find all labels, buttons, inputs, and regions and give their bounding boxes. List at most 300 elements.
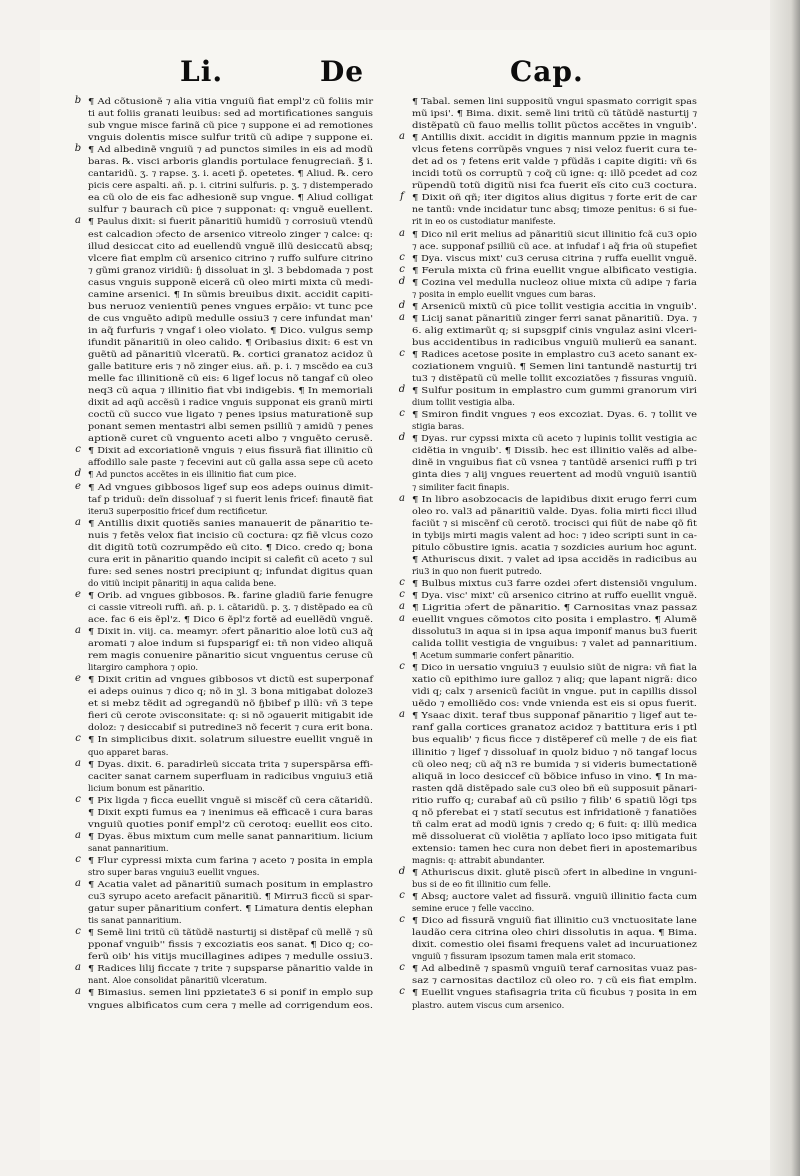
text-line: [75, 962, 378, 974]
text-line: [412, 517, 702, 529]
line-text: ¶ Semẽ lini tritũ cũ tãtũdẽ nasturtij si distẽpaf cũ mellẽ ⁊ sũ: [88, 927, 374, 938]
text-line: [412, 420, 702, 432]
text-line: [88, 842, 378, 854]
text-line: [412, 396, 702, 408]
line-text: ¶ Dixit critin ad vngues gibbosos vt dictũ est superponaf: [88, 674, 374, 685]
line-text: aliquã in loco desiccef cũ bõbice infuso in vino. ¶ In ma-: [412, 770, 698, 781]
text-line: [88, 697, 378, 709]
line-text: ¶ Ad vngues gibbosos ligef sup eos adeps ouinus dimit-: [88, 481, 374, 492]
margin-letter: c: [399, 408, 405, 420]
text-line: [412, 288, 702, 300]
text-line: [88, 577, 378, 589]
text-line: [412, 360, 702, 372]
text-line: [399, 890, 702, 902]
line-text: ¶ Flur cypressi mixta cum farina ⁊ aceto ⁊ posita in empla: [88, 854, 374, 865]
line-text: taf p triduũ: deĩn dissoluaf ⁊ si fuerit lenis fricef: finautẽ fiat: [88, 493, 374, 504]
text-line: [398, 299, 702, 312]
margin-letter: c: [75, 733, 81, 745]
text-line: [88, 191, 378, 203]
text-line: [412, 481, 702, 493]
running-head-left: Li.: [180, 55, 224, 88]
margin-letter: c: [399, 962, 405, 974]
line-text: ¶ Athuriscus dixit. ⁊ valet ad ipsa accidẽs in radicibus au: [412, 553, 698, 564]
text-line: [88, 384, 378, 396]
line-text: dixit ad aqũ accẽsũ i radice vnguis supponat eis granũ mirti: [88, 397, 374, 408]
text-line: [75, 215, 378, 227]
line-text: ⁊ posita in emplo euellit vngues cum baras.: [412, 288, 596, 299]
running-head-right: Cap.: [510, 55, 584, 88]
line-text: ginta dies ⁊ alij vngues reuertent ad modũ vnguiũ isantiũ: [412, 469, 697, 480]
text-line: [398, 866, 702, 878]
line-text: cũ oleo neq; cũ aq̃ n3 re bumida ⁊ si videris bumectationẽ: [412, 758, 697, 769]
line-text: ¶ Orib. ad vngues gibbosos. ℞. farine gladiũ farie fenugre: [88, 589, 374, 600]
line-text: ¶ Bulbus mixtus cu3 farre ozdei ɔfert distensiõi vngulum.: [412, 577, 698, 588]
line-text: oleo ro. val3 ad pãnaritiũ valde. Dyas. folia mirti ficci illud: [412, 505, 698, 516]
text-line: [75, 986, 378, 998]
text-line: [412, 878, 702, 890]
text-line: [412, 240, 702, 252]
line-text: dium tollit vestigia alba.: [412, 397, 515, 408]
text-line: [399, 914, 702, 926]
line-text: sanat pannaritium.: [88, 842, 169, 853]
text-line: [412, 685, 702, 697]
margin-letter: a: [75, 215, 81, 227]
text-line: [412, 782, 702, 794]
text-line: [88, 721, 378, 733]
text-line: [88, 565, 378, 577]
text-line: [412, 649, 702, 661]
line-text: ¶ Pix ligda ⁊ ficca euellit vnguẽ si miscẽf cũ cera cãtaridũ.: [88, 794, 373, 805]
line-text: riu3 in quo non fuerit putredo.: [412, 565, 542, 576]
line-text: ¶ Dya. viscus mixt' cu3 cerusa citrina ⁊ ruffa euellit vnguẽ.: [412, 252, 698, 263]
line-text: xatio cũ epithimo iure galloz ⁊ aliq; que lapant nigrã: dico: [412, 674, 698, 685]
line-text: ¶ Cozina vel medulla nucleoz oliue mixta cũ adipe ⁊ faria: [412, 276, 697, 287]
line-text: aptionẽ curet cũ vnguento aceti albo ⁊ vnguẽto cerusẽ.: [88, 433, 373, 444]
line-text: 6. alig extimarũt q; si supsgpif cinis vngulaz asini vlceri-: [412, 324, 697, 335]
text-line: [412, 806, 702, 818]
margin-letter: c: [75, 853, 81, 865]
line-text: vnguiũ quoties ponif empl'z cũ cerotoq: euellit eos cito.: [88, 818, 373, 829]
text-line: [74, 95, 378, 107]
margin-letter: c: [399, 914, 405, 926]
line-text: coctũ cũ succo vue ligato ⁊ penes ipsius maturationẽ sup: [88, 409, 374, 420]
text-line: [412, 372, 702, 384]
line-text: faciũt ⁊ si miscẽnf cũ cerotõ. trocisci qui fiũt de nabe qõ fit: [412, 517, 697, 528]
text-line: [412, 565, 702, 577]
line-text: casus vnguis supponẽ eicerã cũ oleo mirti mixta cũ medi-: [88, 276, 374, 287]
text-line: [398, 275, 702, 288]
margin-letter: a: [75, 625, 81, 637]
line-text: dissolutu3 in aqua si in ipsa aqua imponif manus bu3 fuerit: [412, 626, 697, 637]
line-text: pitulo cõbustire ignis. acatia ⁊ sozdicies aurium hoc agunt.: [412, 541, 697, 552]
margin-letter: e: [75, 588, 81, 600]
text-line: [88, 228, 378, 240]
text-line: [88, 372, 378, 384]
margin-letter: b: [74, 95, 82, 106]
line-text: ferũ oib' his vitijs mucillagines adipes ⁊ medulle ossiu3.: [88, 951, 373, 962]
line-text: ¶ Dyas. rur cypssi mixta cũ aceto ⁊ lupinis tollit vestigia ac: [412, 433, 697, 444]
line-text: distẽpatũ cũ fauo mellis tollit pũctos accẽtes in vnguib'.: [412, 120, 698, 131]
text-line: [75, 625, 378, 637]
text-line: [88, 300, 378, 312]
line-text: ¶ Dico nil erit melius ad pãnaritiũ sicut illinitio fcã cu3 opio: [412, 228, 697, 239]
line-text: ¶ In simplicibus dixit. solatrum siluestre euellit vnguẽ in: [88, 734, 373, 745]
margin-letter: a: [75, 986, 81, 998]
line-text: litargiro camphora ⁊ opio.: [88, 662, 199, 673]
text-line: [412, 468, 702, 480]
text-line: [412, 541, 702, 553]
text-line: [75, 878, 378, 890]
margin-letter: b: [74, 143, 82, 155]
line-text: cura erit in pãnaritio quando incipit si calefit cũ aceto ⁊ sul: [88, 553, 373, 564]
text-line: [88, 974, 378, 986]
text-line: [399, 347, 702, 360]
line-text: ¶ In libro asobzocacis de lapidibus dixit erugo ferri cum: [412, 493, 698, 504]
text-line: [412, 974, 702, 986]
text-line: [88, 770, 378, 782]
line-text: rem magis conuenire pãnaritio sicut vnguentus ceruse cũ: [88, 650, 374, 661]
line-text: ¶ Dixit expti fumus ea ⁊ inenimus eã efficacẽ i cura baras: [88, 806, 373, 817]
line-text: ¶ Acetum summarie confert pãnaritio.: [412, 650, 575, 661]
line-text: ¶ Dixit in. viij. ca. meamyr. ɔfert pãnaritio aloe lotũ cu3 aq̃: [88, 626, 374, 637]
line-text: camine arsenici. ¶ In sũmis breuibus dixit. accidit capiti-: [88, 288, 374, 299]
line-text: ¶ Dixit ad excoriationẽ vnguis ⁊ eius fissurã fiat illinitio cũ: [88, 445, 374, 456]
line-text: mũ ipsi'. ¶ Bima. dixit. semẽ lini tritũ cũ tãtũdẽ nasturtij ⁊: [412, 108, 698, 119]
line-text: fieri cũ cerote ɔvisconsitate: q: si nõ ɔgauerit mitigabit ide: [88, 710, 374, 721]
line-text: ¶ Bimasius. semen lini ppzietate3 6 si ponif in emplo sup: [88, 987, 374, 998]
text-line: [88, 107, 378, 119]
line-text: ritio ruffo q; curabaf aũ cũ psilio ⁊ filib' 6 spatiũ lõgi tps: [412, 794, 697, 805]
text-line: [88, 806, 378, 818]
line-text: bus equalib' ⁊ ficus ficce ⁊ distẽperef cũ melle ⁊ de eis fiat: [412, 734, 697, 745]
line-text: cidẽtia in vnguib'. ¶ Dissib. hec est illinitio valẽs ad albe-: [412, 445, 697, 456]
running-head: [0, 55, 800, 95]
margin-letter: c: [399, 890, 405, 902]
line-text: stigia baras.: [412, 421, 465, 432]
margin-letter: c: [399, 986, 405, 998]
line-text: nant. Aloe consolidat pãnaritiũ vlceratum.: [88, 975, 268, 986]
text-line: [412, 143, 702, 155]
margin-letter: c: [75, 444, 81, 456]
line-text: tis sanat pannaritium.: [88, 915, 182, 926]
text-line: [88, 601, 378, 613]
text-line: [399, 311, 702, 324]
line-text: ¶ Ysaac dixit. teraf tbus supponaf pãnaritio ⁊ ligef aut te-: [412, 710, 697, 721]
text-line: [88, 902, 378, 914]
text-line: [412, 324, 702, 336]
margin-letter: a: [75, 962, 81, 974]
text-line: [398, 384, 702, 396]
line-text: cu3 syrupo aceto arefacit pãnaritiũ. ¶ Mirru3 ficcũ si spar-: [88, 891, 373, 902]
text-line: [88, 685, 378, 697]
margin-letter: a: [399, 492, 405, 504]
margin-letter: a: [399, 709, 405, 721]
text-line: [399, 227, 702, 240]
line-text: gatur super pãnaritium confert. ¶ Limatura dentis elephan: [88, 903, 374, 914]
line-text: saz ⁊ carnositas dactiloz cũ oleo ro. ⁊ cũ eis fiat emplm.: [412, 975, 698, 986]
text-line: [399, 600, 702, 613]
text-line: [412, 854, 702, 866]
line-text: illinitio ⁊ ligef ⁊ dissoluaf in quolz biduo ⁊ nõ tangaf locus: [412, 746, 698, 757]
text-line: [88, 890, 378, 902]
text-line: [412, 746, 702, 758]
line-text: nuis ⁊ fetẽs velox fiat incisio cũ coctura: qz fiẽ vlcus cozo: [88, 529, 374, 540]
margin-letter: e: [75, 673, 81, 685]
text-line: [88, 119, 378, 131]
text-line: [74, 143, 378, 155]
text-line: [75, 926, 378, 938]
line-text: ¶ Dixit oñ qñ; iter digitos alius digitus ⁊ forte erit de car: [412, 192, 697, 203]
line-text: ¶ Sulfur positum in emplastro cum gummi granorum viri: [412, 385, 697, 396]
text-line: [88, 637, 378, 649]
line-text: ¶ Ad cõtusionẽ ⁊ alia vitia vnguiũ fiat empl'z cũ foliis mir: [88, 96, 374, 106]
line-text: ¶ Antillis dixit. accidit in digitis mannum ppzie in magnis: [412, 132, 697, 143]
line-text: magnis: q: attrabit abundanter.: [412, 854, 545, 865]
text-line: [399, 576, 702, 589]
line-text: ne tantũ: vnde incidatur tunc absq; timoze penitus: 6 si fue-: [412, 204, 698, 215]
line-text: pponaf vnguib'' fissis ⁊ excoziatis eos sanat. ¶ Dico q; co-: [88, 939, 374, 950]
text-line: [88, 950, 378, 962]
line-text: vngues albificatos cum cera ⁊ melle ad corrigendum eos.: [88, 999, 373, 1010]
line-text: de cus vnguẽto adipũ medulle ossiu3 ⁊ cere infundat man': [88, 312, 374, 323]
line-text: tñ calm erat ad modũ ignis ⁊ credo q; 6 fuit: q: illũ medica: [412, 818, 698, 829]
text-line: [88, 348, 378, 360]
line-text: affodillo sale paste ⁊ fecevini aut cũ galla assa sepe cũ aceto: [88, 457, 374, 468]
text-line: [412, 95, 702, 107]
text-line: [88, 155, 378, 167]
text-line: [88, 179, 378, 191]
text-line: [88, 396, 378, 408]
text-line: [412, 721, 702, 733]
text-line: [412, 215, 702, 227]
margin-letter: c: [75, 793, 81, 805]
line-text: in tybijs mirti magis valent ad hoc: ⁊ ideo scripti sunt in ca-: [412, 529, 697, 540]
margin-letter: a: [399, 227, 405, 239]
line-text: sub vngue misce farinã cũ pice ⁊ suppone ei ad remotiones: [88, 120, 373, 131]
text-line: [88, 408, 378, 420]
line-text: ¶ Euellit vngues stafisagria trita cũ ficubus ⁊ posita in em: [412, 987, 697, 998]
line-text: picis cere aspalti. añ. p. i. citrini sulfuris. p. ʒ. ⁊ distemperado: [88, 180, 374, 191]
text-line: [88, 360, 378, 372]
line-text: bus neruoz venientiũ penes vngues erpãio: vt tunc pce: [88, 300, 373, 311]
line-text: vlcus fetens corrũpẽs vngues ⁊ nisi veloz fuerit cura te-: [412, 144, 698, 155]
text-line: [412, 336, 702, 348]
text-line: [88, 252, 378, 264]
page-edge: [770, 0, 800, 1176]
margin-letter: d: [398, 275, 406, 287]
text-line: [412, 529, 702, 541]
line-text: laudão cera citrina oleo chiri dissolutis in aqua. ¶ Bima.: [412, 927, 698, 938]
text-line: [88, 553, 378, 565]
text-line: [88, 167, 378, 179]
margin-letter: a: [75, 516, 81, 528]
text-line: [88, 999, 378, 1011]
line-text: stro super baras vnguiu3 euellit vngues.: [88, 867, 260, 877]
text-line: [412, 673, 702, 685]
text-line: [412, 830, 702, 842]
text-line: [412, 155, 702, 167]
text-line: [75, 516, 378, 529]
line-text: ¶ Ligritia ɔfert de pãnaritio. ¶ Carnositas vnaz passaz: [412, 601, 697, 612]
line-text: est calcadion ɔfecto de arsenico vitreolo zinger ⁊ calce: q:: [88, 228, 373, 239]
text-line: [399, 661, 702, 673]
line-text: rit in eo os custodiatur manifeste.: [412, 216, 556, 227]
margin-letter: a: [75, 757, 81, 769]
margin-letter: a: [75, 878, 81, 890]
margin-letter: c: [399, 263, 405, 275]
line-text: bus si de eo fit illinitio cum felle.: [412, 879, 551, 890]
line-text: ranf galla cortices granatoz acidoz ⁊ battitura eris i ptl: [412, 722, 698, 733]
line-text: vnguiũ ⁊ fissuram ipsozum tamen mala erit stomaco.: [412, 951, 636, 962]
text-line: [88, 312, 378, 324]
line-text: aromati ⁊ aloe indum si fupsparigf ei: tñ non video aliquã: [88, 638, 374, 649]
line-text: melle fac illinitionẽ cũ eis: 6 ligef locus nõ tangaf cũ oleo: [88, 373, 374, 384]
line-text: incidi totũ os corruptũ ⁊ coq̃ cũ igne: q: illõ pcedet ad coz: [412, 168, 697, 179]
line-text: licium bonum est pãnaritio.: [88, 782, 205, 793]
running-head-center: De: [320, 55, 365, 88]
line-text: det ad os ⁊ fetens erit valde ⁊ pfũdãs i capite digiti: vñ 6s: [412, 156, 697, 167]
text-line: [412, 179, 702, 191]
text-line: [88, 709, 378, 721]
line-text: quo apparet baras.: [88, 746, 169, 757]
text-line: [75, 733, 378, 745]
text-line: [88, 505, 378, 517]
text-line: [412, 926, 702, 938]
text-line: [75, 829, 378, 842]
text-line: [412, 902, 702, 914]
line-text: ¶ Antillis dixit quotiẽs sanies manauerit de pãnaritio te-: [88, 517, 373, 528]
text-line: [412, 505, 702, 517]
text-line: [399, 962, 702, 974]
line-text: ¶ Ad albedinẽ vnguiũ ⁊ ad punctos similes in eis ad modũ: [88, 144, 374, 155]
line-text: ei adeps ouinus ⁊ dico q; nõ in ʒl. 3 bona mitigabat doloze3: [88, 686, 374, 697]
line-text: ⁊ similiter facit finapis.: [412, 481, 510, 492]
margin-letter: d: [398, 866, 406, 877]
text-line: [88, 493, 378, 505]
text-line: [412, 203, 702, 215]
line-text: dinẽ in vnguibus fiat cũ vsnea ⁊ tantũdẽ arsenici ruffi p tri: [412, 457, 697, 468]
line-text: fure: sed senes nostri precipiunt q; infundat digitus quan: [88, 565, 373, 576]
text-line: [412, 107, 702, 119]
line-text: cantaridũ. ʒ. ⁊ rapse. ʒ. i. aceti p̃. opetetes. ¶ Aliud. ℞. cero: [88, 168, 374, 179]
line-text: et si mebz tẽdit ad ɔgregandũ nõ ɧbibef p illũ: vñ 3 tepe: [88, 698, 374, 709]
text-line: [398, 432, 702, 444]
text-line: [88, 420, 378, 432]
text-line: [88, 324, 378, 336]
text-line: [88, 613, 378, 625]
line-text: ¶ Dico in uersatio vnguiu3 ⁊ euulsio siũt de nigra: vñ fiat la: [412, 662, 698, 673]
line-text: ace. fac 6 eis ẽpl'z. ¶ Dico 6 ẽpl'z fortẽ ad euellẽdũ vnguẽ.: [88, 614, 374, 625]
line-text: ⁊ gũmi granoz viridiũ: ɧ dissoluat in ʒl. 3 bebdomada ⁊ post: [88, 264, 374, 275]
line-text: ¶ Paulus dixit: si fuerit pãnaritiũ humidũ ⁊ corrosiuũ vtendũ: [88, 216, 374, 227]
line-text: iteru3 superpositio fricef dum rectificetur.: [88, 505, 268, 516]
text-line: [399, 709, 702, 721]
margin-letter: c: [399, 588, 405, 600]
text-line: [399, 492, 702, 505]
line-text: galle batiture eris ⁊ nõ zinger eius. añ. p. i. ⁊ mscẽdo ea cu3: [88, 361, 374, 372]
text-line: [399, 613, 702, 625]
line-text: uẽdo ⁊ emolliẽdo cos: vnde vnienda est eis si opus fuerit.: [412, 698, 697, 709]
text-line: [74, 468, 378, 480]
text-line: [88, 336, 378, 348]
margin-letter: a: [399, 600, 405, 612]
text-line: [88, 938, 378, 950]
line-text: dit digitũ totũ cozrumpẽdo eũ cito. ¶ Dico. credo q; bona: [88, 541, 373, 552]
line-text: dixit. comestio olei fisami frequens valet ad incuruationez: [412, 939, 698, 950]
line-text: guẽtũ ad pãnaritiũ vlceratũ. ℞. cortici granatoz acidoz ũ: [88, 348, 374, 359]
line-text: ¶ Arsenicũ mixtũ cũ pice tollit vestigia accitia in vnguib'.: [412, 300, 698, 311]
text-line: [412, 637, 702, 649]
line-text: calida tollit vestigia de vnguibus: ⁊ valet ad pannaritium.: [412, 638, 698, 649]
text-line: [399, 588, 702, 601]
text-line: [399, 251, 702, 264]
line-text: neq3 cũ aqua ⁊ illinitio fiat vbi indigebis. ¶ In memoriali: [88, 385, 373, 396]
margin-letter: d: [398, 384, 406, 396]
line-text: ¶ Tabal. semen lini suppositũ vngui spasmato corrigit spas: [412, 96, 697, 106]
text-line: [88, 529, 378, 541]
line-text: ¶ Licij sanat pãnaritiũ zinger ferri sanat pãnaritiũ. Dya. ⁊: [412, 312, 698, 323]
text-line: [412, 119, 702, 131]
line-text: ¶ Smiron findit vngues ⁊ eos excoziat. Dyas. 6. ⁊ tollit ve: [412, 409, 698, 420]
line-text: vlcere fiat emplm cũ arsenico citrino ⁊ ruffo sulfure citrino: [88, 252, 373, 263]
line-text: ci cassie vitreoli ruffi. añ. p. i. cãtaridũ. p. ʒ. ⁊ distẽpado ea cũ: [88, 601, 373, 612]
margin-letter: d: [398, 432, 406, 444]
text-line: [399, 408, 702, 420]
line-text: euellit vngues cõmotos cito posita i emplastro. ¶ Alumẽ: [412, 614, 697, 625]
text-line: [88, 746, 378, 758]
text-line: [75, 793, 378, 806]
text-line: [88, 131, 378, 143]
line-text: caciter sanat carnem superfluam in radicibus vnguiu3 etiã: [88, 770, 374, 781]
left-column: [74, 95, 378, 1011]
text-line: [412, 444, 702, 456]
line-text: vnguis dolentis misce sulfur tritũ cũ adipe ⁊ suppone ei.: [88, 132, 374, 143]
text-line: [412, 456, 702, 468]
text-line: [412, 733, 702, 745]
line-text: ponant semen mentastri albi semen psilliũ ⁊ amidũ ⁊ penes: [88, 421, 374, 432]
text-line: [88, 914, 378, 926]
text-line: [400, 191, 702, 203]
line-text: ¶ Ad punctos accẽtes in eis illinitio fiat cum pice.: [88, 469, 297, 480]
margin-letter: c: [399, 347, 405, 359]
margin-letter: a: [399, 311, 405, 323]
line-text: extensio: tamen hec cura non debet fieri in apostemaribus: [412, 842, 698, 853]
margin-letter: f: [400, 191, 404, 203]
text-line: [88, 818, 378, 830]
line-text: sulfur ⁊ baurach cũ pice ⁊ supponat: q: vnguẽ euellent.: [88, 204, 374, 215]
margin-letter: d: [398, 299, 406, 311]
text-line: [88, 456, 378, 468]
margin-letter: c: [399, 251, 405, 263]
line-text: ¶ Dya. visc' mixt' cũ arsenico citrino at ruffo euellit vnguẽ.: [412, 589, 698, 600]
text-line: [88, 782, 378, 794]
text-line: [399, 263, 702, 276]
text-line: [412, 842, 702, 854]
text-line: [88, 203, 378, 215]
line-text: plastro. autem viscus cum arsenico.: [412, 999, 565, 1010]
text-line: [412, 697, 702, 709]
text-line: [412, 625, 702, 637]
line-text: tu3 ⁊ distẽpatũ cũ melle tollit excoziatões ⁊ fissuras vnguiũ.: [412, 373, 698, 384]
line-text: ti aut foliis granati leuibus: sed ad mortificationes sanguis: [88, 108, 373, 119]
text-line: [88, 432, 378, 444]
line-text: ¶ Acatia valet ad pãnaritiũ sumach positum in emplastro: [88, 879, 373, 890]
text-line: [88, 661, 378, 673]
text-line: [75, 480, 378, 493]
text-line: [88, 866, 378, 878]
line-text: doloz: ⁊ desiccabif si putredine3 nõ fecerit ⁊ cura erit bona.: [88, 722, 373, 733]
line-text: ¶ Ad albedinẽ ⁊ spasmũ vnguiũ teraf carnositas vuaz pas-: [412, 963, 698, 974]
